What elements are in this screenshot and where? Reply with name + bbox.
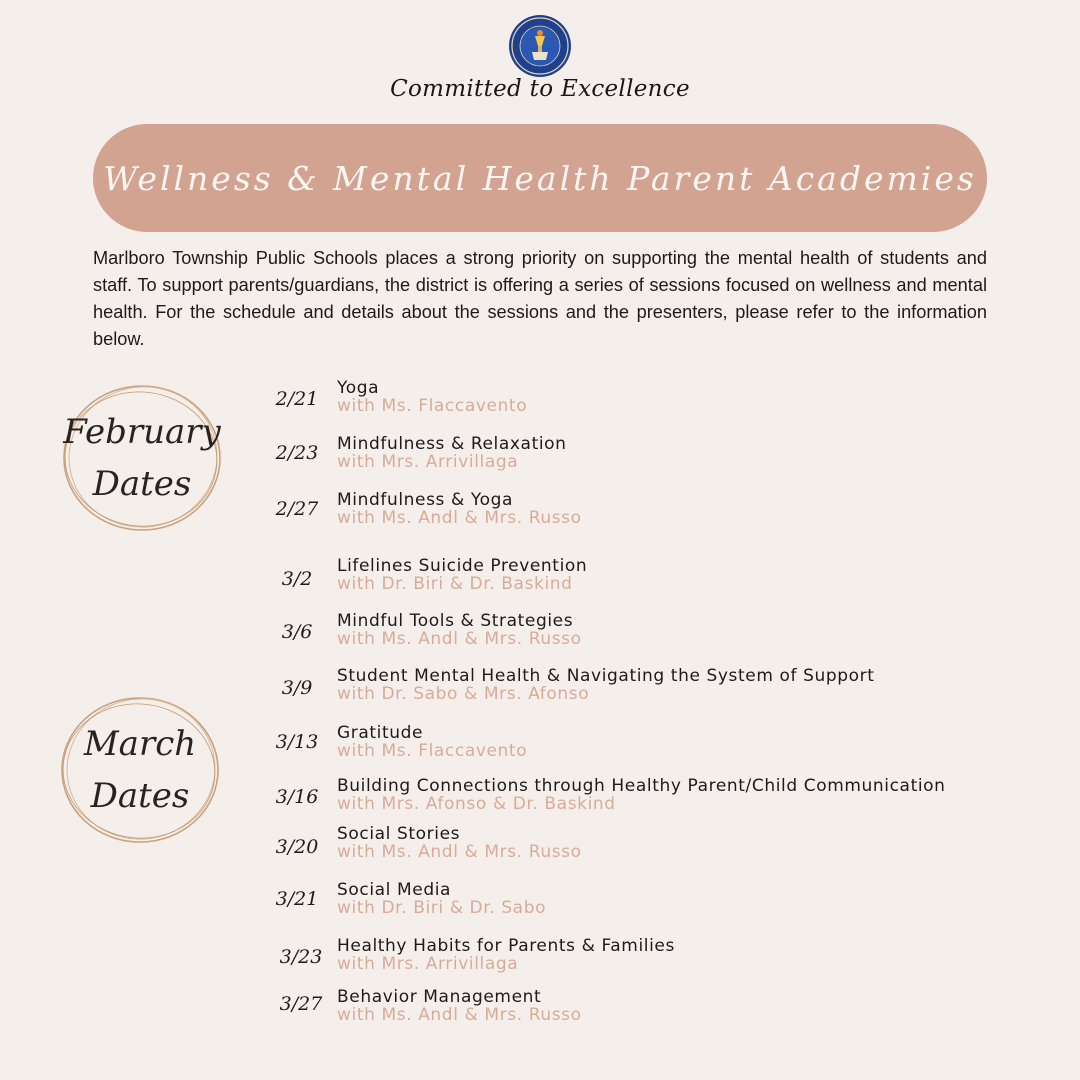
session-item [262, 378, 1062, 422]
session-presenter: with Ms. Andl & Mrs. Russo [337, 1005, 582, 1025]
intro-paragraph: Marlboro Township Public Schools places a strong priority on supporting the mental health of students and staff. To support parents/guardians, the district is offering a series of sessions focused on wellness and mental health. For the schedule and details about the sessions and the presenters, please refer to the information below. [93, 248, 987, 349]
month-dates-label: Dates [92, 464, 192, 504]
session-item [262, 490, 1062, 534]
page-title: Wellness & Mental Health Parent Academies [103, 158, 977, 198]
session-title: Mindfulness & Relaxation [337, 434, 567, 454]
session-presenter: with Dr. Biri & Dr. Baskind [337, 574, 573, 594]
march-dates-badge [55, 690, 225, 850]
session-item [262, 936, 1062, 980]
session-date: 2/27 [275, 498, 319, 520]
session-presenter: with Mrs. Afonso & Dr. Baskind [337, 794, 616, 814]
session-presenter: with Ms. Andl & Mrs. Russo [337, 508, 582, 528]
session-item [262, 723, 1062, 767]
session-presenter: with Ms. Andl & Mrs. Russo [337, 629, 582, 649]
session-date: 3/27 [279, 993, 323, 1015]
session-title: Gratitude [337, 723, 424, 743]
session-title: Social Media [337, 880, 452, 900]
tagline: Committed to Excellence [390, 76, 690, 102]
session-item [262, 611, 1062, 655]
session-date: 3/20 [275, 836, 319, 858]
session-title: Healthy Habits for Parents & Families [337, 936, 675, 956]
session-presenter: with Mrs. Arrivillaga [337, 452, 519, 472]
month-name: February [63, 412, 221, 452]
session-date: 2/23 [275, 442, 319, 464]
session-item [262, 776, 1062, 820]
session-item [262, 824, 1062, 868]
district-seal-logo [508, 14, 572, 78]
session-date: 3/9 [281, 677, 313, 699]
session-title: Student Mental Health & Navigating the System of Support [337, 666, 875, 686]
session-presenter: with Ms. Andl & Mrs. Russo [337, 842, 582, 862]
month-name: March [83, 724, 197, 764]
session-presenter: with Dr. Sabo & Mrs. Afonso [337, 684, 590, 704]
session-date: 3/2 [281, 568, 313, 590]
session-date: 3/21 [275, 888, 319, 910]
session-title: Mindful Tools & Strategies [337, 611, 574, 631]
session-title: Behavior Management [337, 987, 542, 1007]
session-date: 3/6 [281, 621, 313, 643]
session-title: Mindfulness & Yoga [337, 490, 513, 510]
session-date: 3/23 [279, 946, 323, 968]
session-item [262, 880, 1062, 924]
session-date: 2/21 [275, 388, 319, 410]
session-item [262, 666, 1062, 710]
session-item [262, 434, 1062, 478]
session-date: 3/16 [275, 786, 319, 808]
session-title: Yoga [337, 378, 380, 398]
session-title: Building Connections through Healthy Parent/Child Communication [337, 776, 946, 796]
session-date: 3/13 [275, 731, 319, 753]
title-banner [93, 124, 987, 232]
session-title: Lifelines Suicide Prevention [337, 556, 588, 576]
month-dates-label: Dates [90, 776, 190, 816]
session-title: Social Stories [337, 824, 461, 844]
session-presenter: with Mrs. Arrivillaga [337, 954, 519, 974]
february-dates-badge [57, 378, 227, 538]
session-presenter: with Dr. Biri & Dr. Sabo [337, 898, 547, 918]
session-item [262, 987, 1062, 1031]
session-item [262, 556, 1062, 600]
session-presenter: with Ms. Flaccavento [337, 741, 528, 761]
session-presenter: with Ms. Flaccavento [337, 396, 528, 416]
